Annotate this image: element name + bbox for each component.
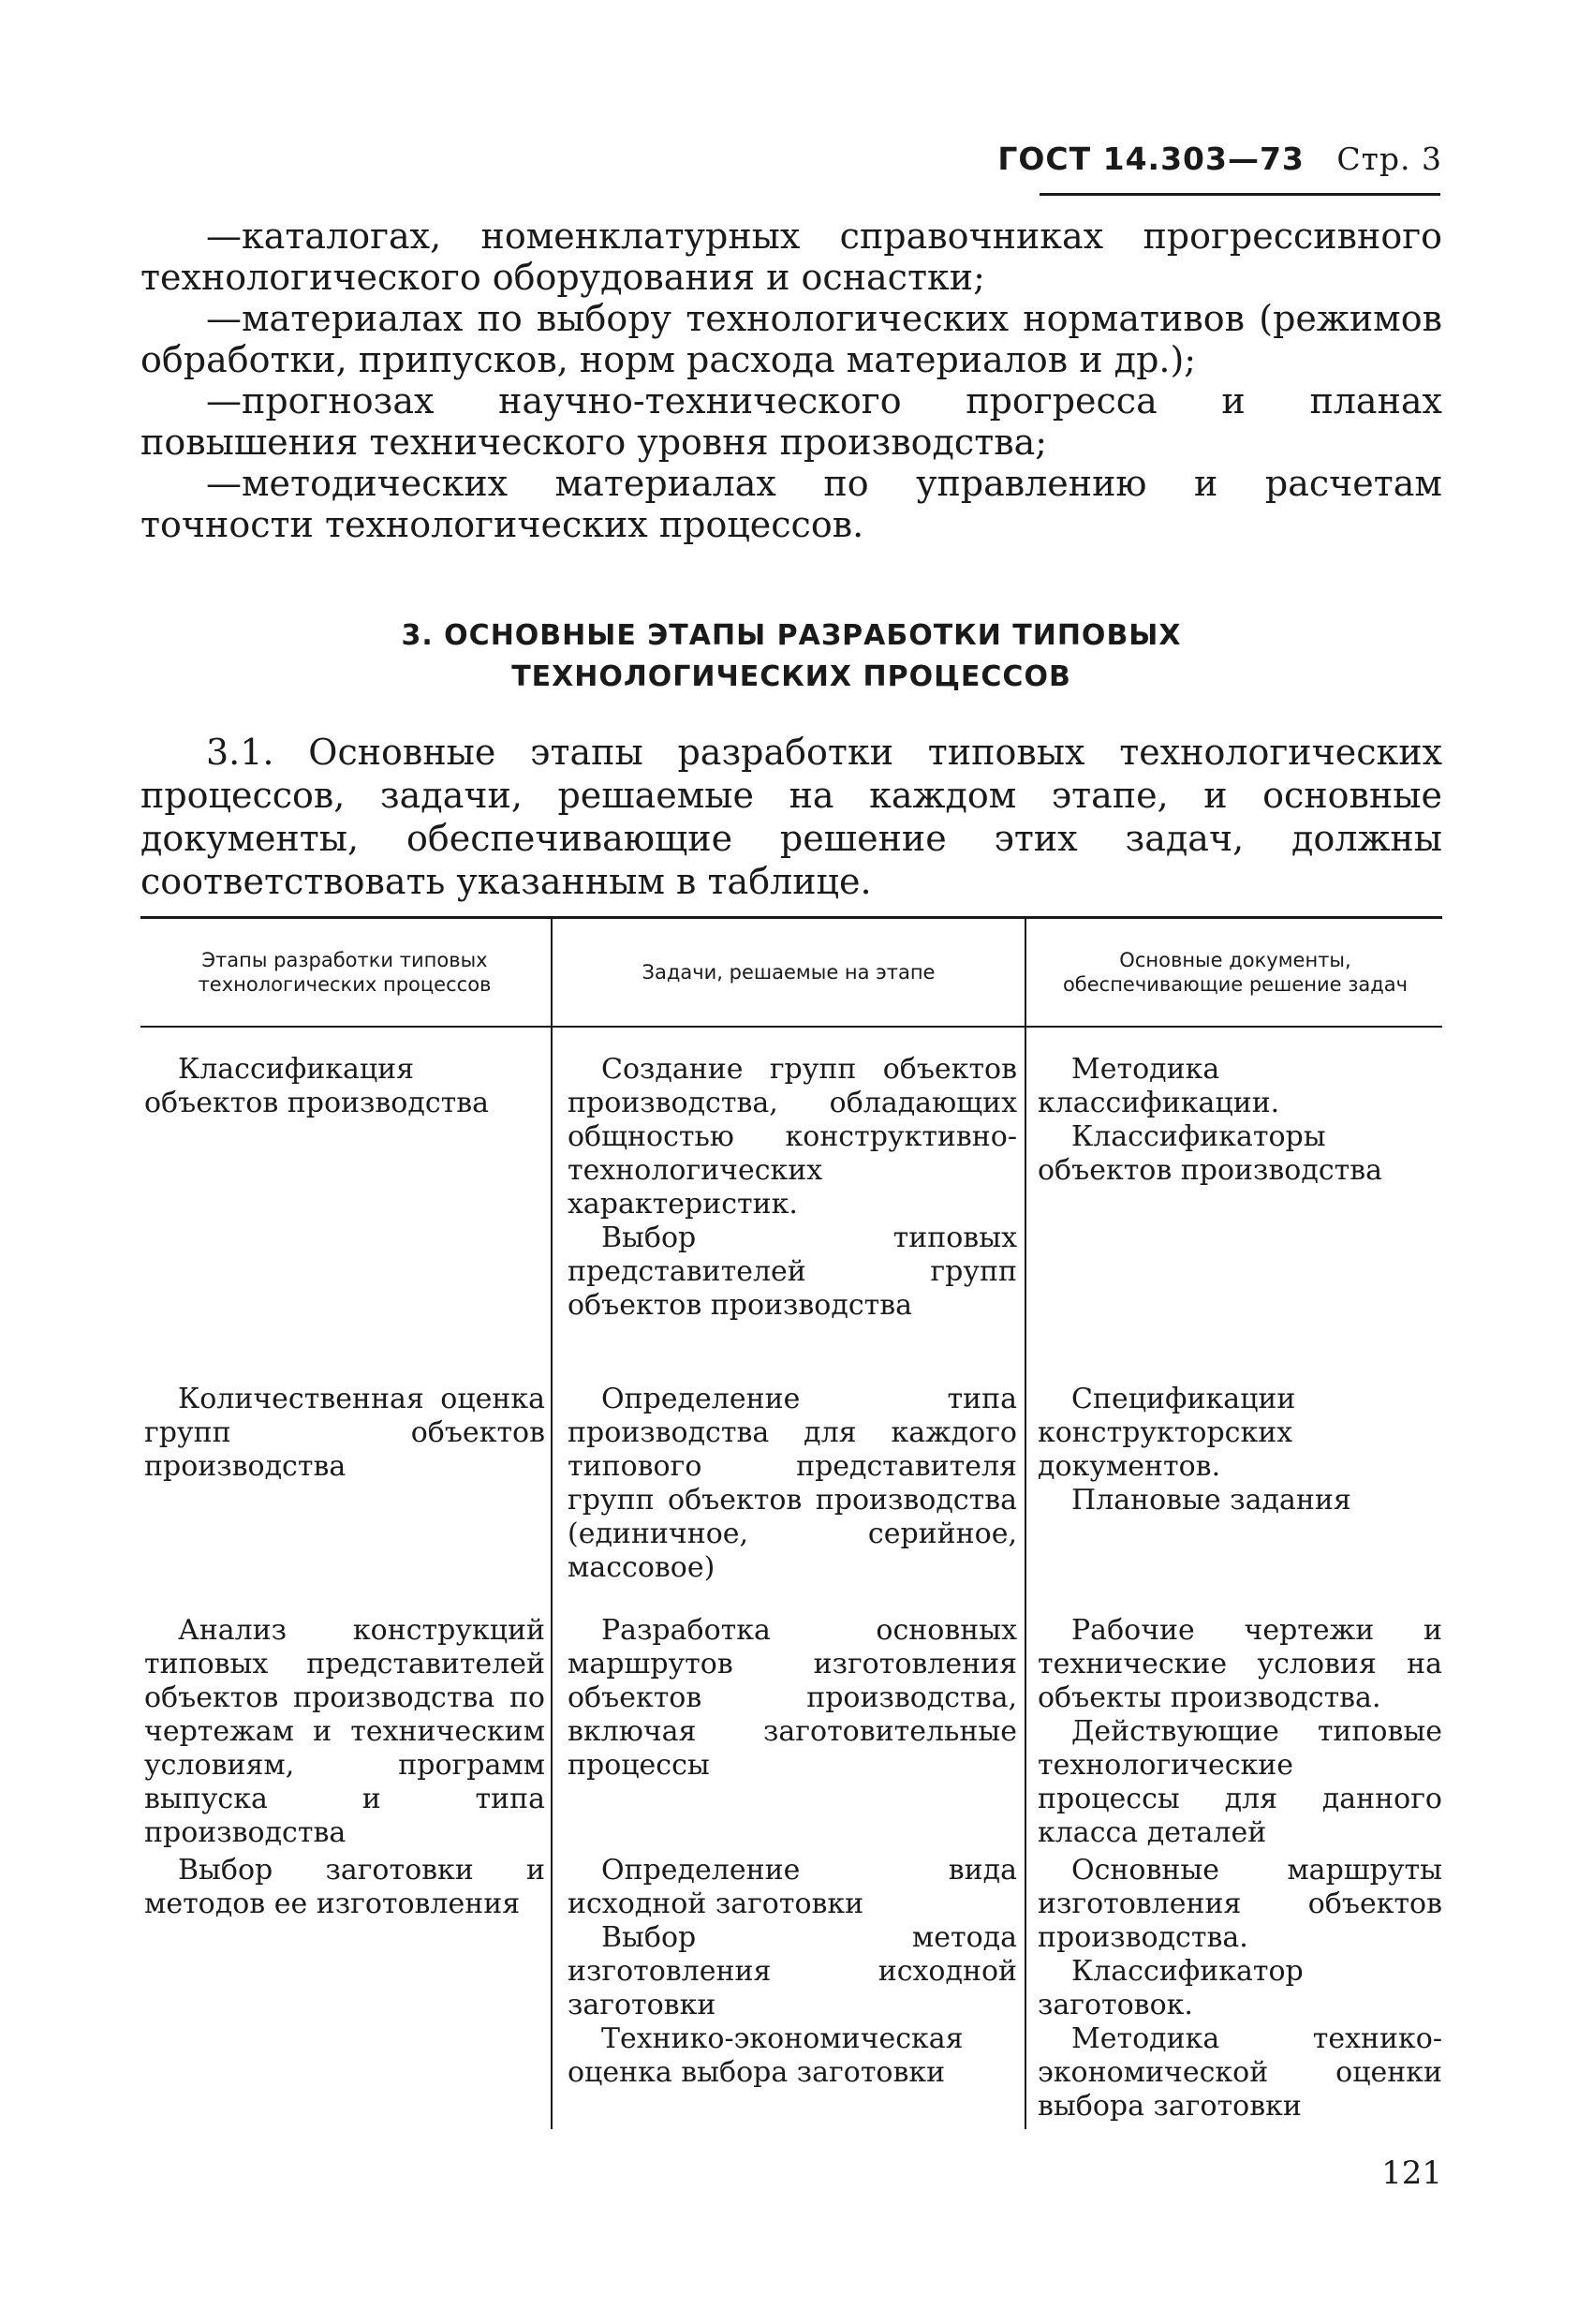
- docs-cell: [1038, 1053, 1442, 1188]
- doc-text: Рабочие чертежи и технические условия на объекты производства.: [1038, 1614, 1442, 1714]
- stage-text: Выбор заготовки и методов ее изготовления: [144, 1854, 545, 1920]
- header-rule: [1040, 193, 1440, 196]
- tasks-cell: [568, 1854, 1017, 2090]
- table-header-rule: [140, 1026, 1442, 1028]
- task-text: Создание групп объектов производства, обладающих общностью конструктивно-технологических характеристик.: [568, 1053, 1017, 1221]
- stage-text: Количественная оценка групп объектов производства: [144, 1383, 545, 1483]
- stage-text: Анализ конструкций типовых представителей объектов производства по чертежам и техническим условиям, программ выпуска и типа производства: [144, 1614, 545, 1849]
- stage-cell: [144, 1383, 545, 1484]
- page-number: 121: [1381, 2154, 1442, 2192]
- doc-text: Методика технико-экономической оценки выбора заготовки: [1038, 2022, 1442, 2123]
- doc-text: Плановые задания: [1071, 1484, 1351, 1517]
- column-divider: [551, 916, 553, 2129]
- stage-cell: [144, 1614, 545, 1850]
- intro-item: —методических материалах по управлению и расчетам точности технологических процессов.: [140, 463, 1442, 545]
- docs-cell: [1038, 1383, 1442, 1517]
- paragraph-3-1: 3.1. Основные этапы разработки типовых технологических процессов, задачи, решаемые на каждом этапе, и основные документы, обеспечивающие решение этих задач, должны соответствовать указанным в таблице.: [140, 732, 1442, 902]
- task-text: Выбор метода изготовления исходной заготовки: [568, 1921, 1017, 2021]
- standard-number: ГОСТ 14.303—73: [997, 141, 1305, 177]
- task-text: Разработка основных маршрутов изготовления объектов производства, включая заготовительные процессы: [568, 1614, 1017, 1782]
- task-text: Выбор типовых представителей групп объектов производства: [568, 1221, 1017, 1322]
- task-text: Определение вида исходной заготовки: [568, 1854, 1017, 1920]
- stage-cell: [144, 1854, 545, 1921]
- stage-text: Классификация объектов производства: [144, 1053, 490, 1119]
- section-title-line: 3. ОСНОВНЫЕ ЭТАПЫ РАЗРАБОТКИ ТИПОВЫХ: [401, 619, 1182, 652]
- table-top-rule: [140, 916, 1442, 919]
- doc-text: Методика классификации.: [1038, 1053, 1280, 1119]
- column-divider: [1025, 916, 1026, 2129]
- page-label: Стр. 3: [1336, 141, 1442, 177]
- section-title-line: ТЕХНОЛОГИЧЕСКИХ ПРОЦЕССОВ: [511, 660, 1071, 693]
- section-title: [140, 615, 1442, 698]
- doc-text: Классификатор заготовок.: [1038, 1955, 1304, 2021]
- header-tasks: Задачи, решаемые на этапе: [642, 961, 936, 984]
- task-text: Определение типа производства для каждого типового представителя групп объектов производства (единичное, серийное, массовое): [568, 1383, 1017, 1584]
- stages-table: [140, 916, 1442, 2129]
- doc-text: Действующие типовые технологические процессы для данного класса деталей: [1038, 1715, 1442, 1849]
- page-header: [993, 141, 1442, 177]
- header-stages: Этапы разработки типовых технологических процессов: [198, 949, 492, 996]
- docs-cell: [1038, 1854, 1442, 2124]
- task-text: Технико-экономическая оценка выбора заготовки: [568, 2022, 964, 2089]
- intro-list: [140, 215, 1442, 545]
- intro-item: —каталогах, номенклатурных справочниках прогрессивного технологического оборудования и оснастки;: [140, 215, 1442, 298]
- doc-text: Классификаторы объектов производства: [1038, 1120, 1383, 1187]
- tasks-cell: [568, 1383, 1017, 1585]
- intro-item: —материалах по выбору технологических нормативов (режимов обработки, припусков, норм расхода материалов и др.);: [140, 298, 1442, 380]
- header-documents: Основные документы, обеспечивающие решение задач: [1062, 949, 1409, 996]
- intro-item: —прогнозах научно-технического прогресса и планах повышения технического уровня производства;: [140, 380, 1442, 463]
- tasks-cell: [568, 1053, 1017, 1323]
- docs-cell: [1038, 1614, 1442, 1850]
- tasks-cell: [568, 1614, 1017, 1783]
- stage-cell: [144, 1053, 545, 1120]
- doc-text: Основные маршруты изготовления объектов производства.: [1038, 1854, 1442, 1954]
- doc-text: Спецификации конструкторских документов.: [1038, 1383, 1296, 1483]
